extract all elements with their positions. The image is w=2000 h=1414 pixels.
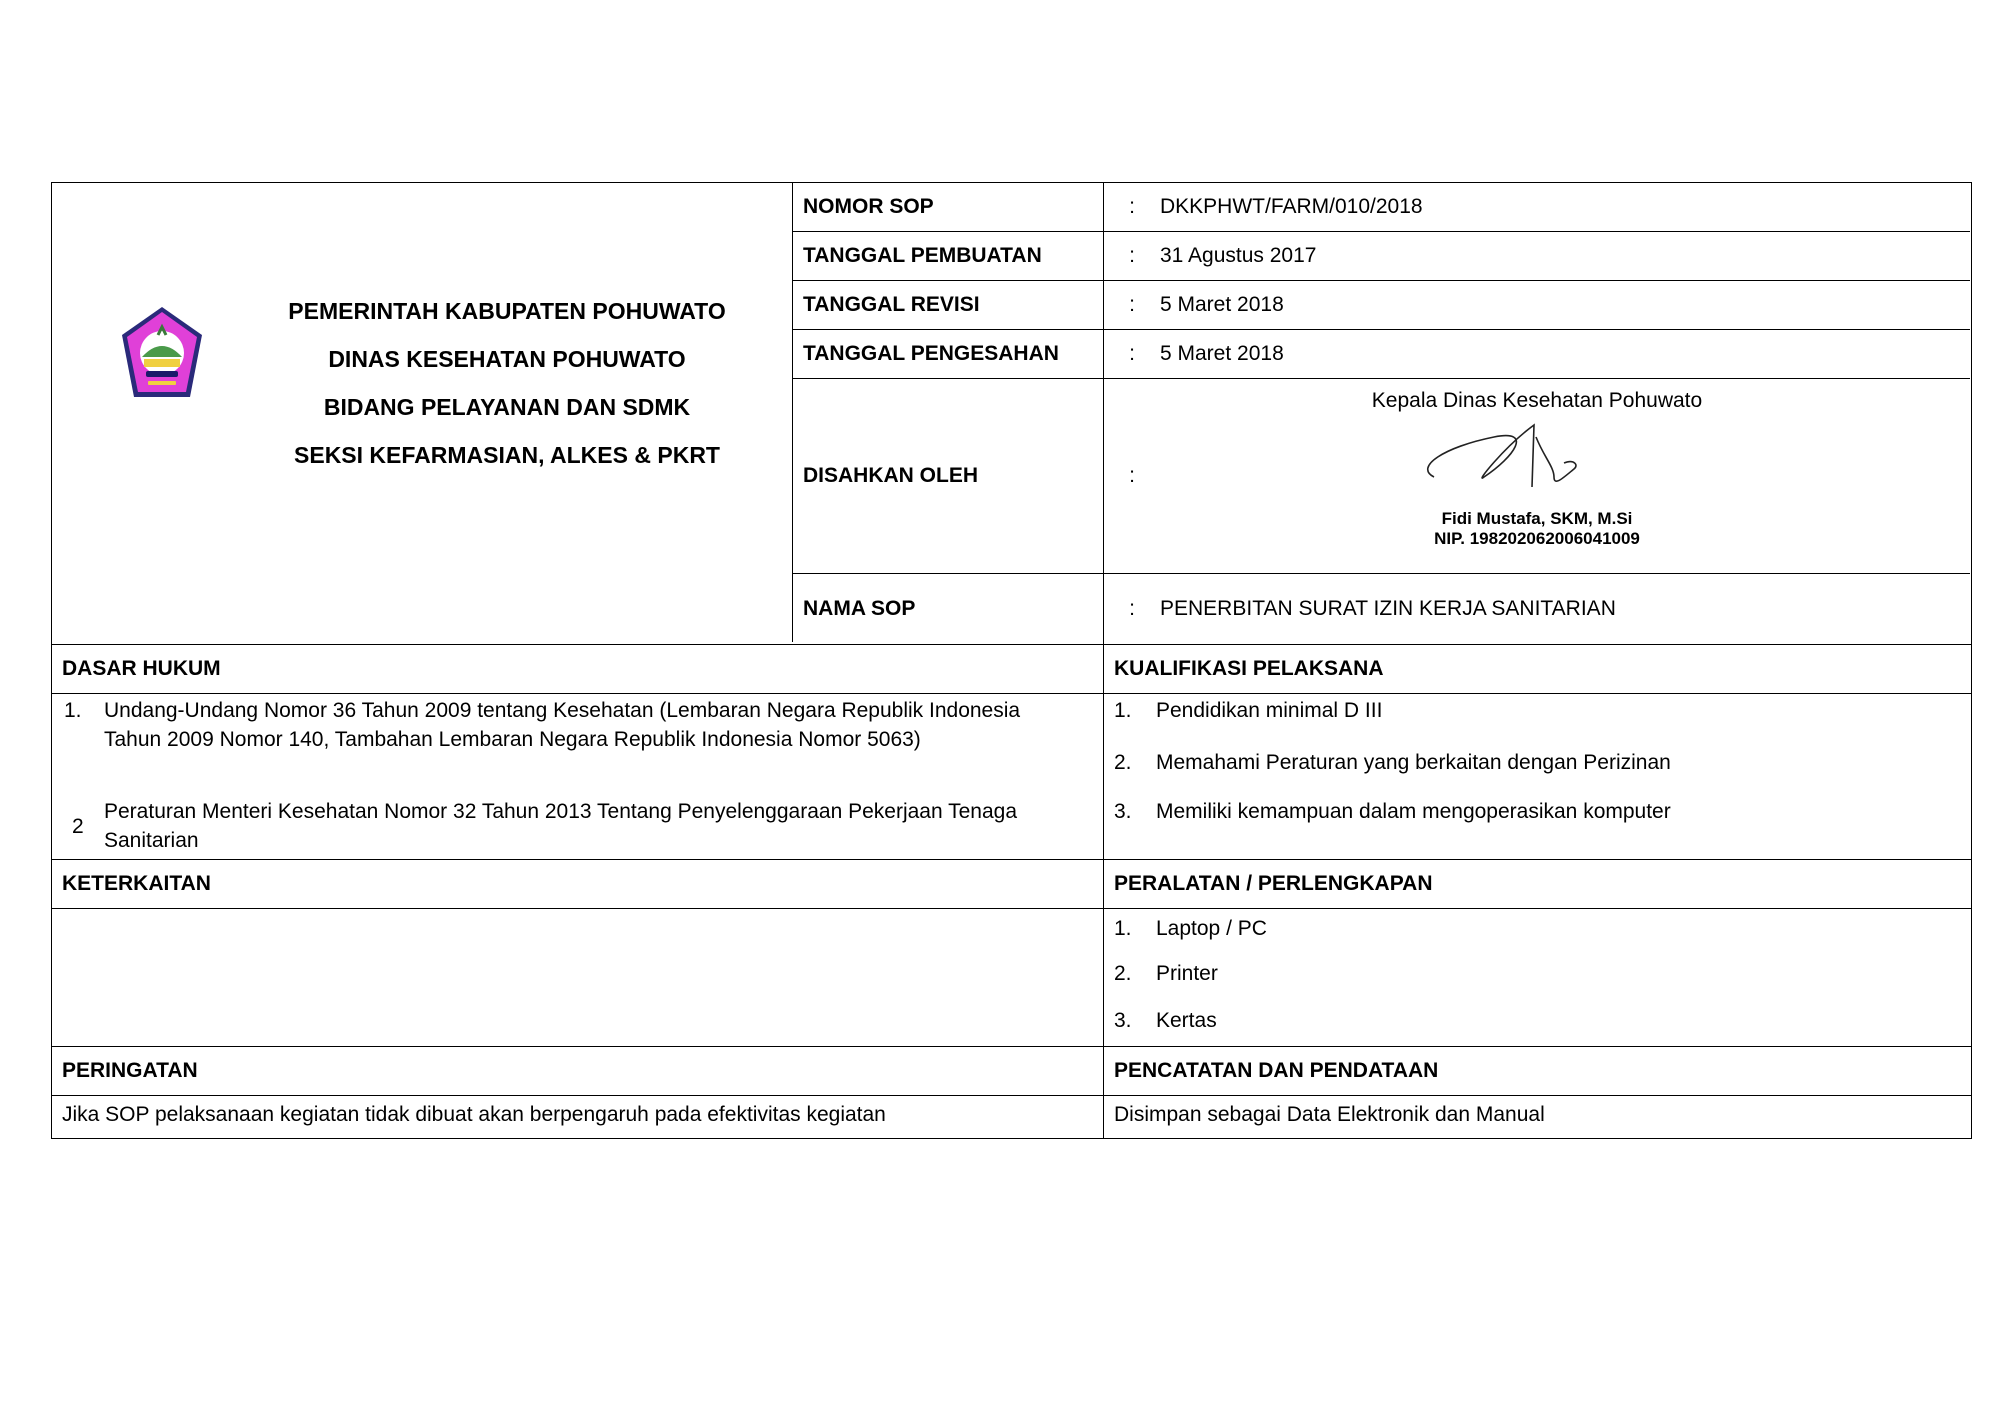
- list-number: 1.: [64, 699, 82, 722]
- section-heading-row-3: [52, 1046, 1971, 1095]
- agency-line-3: BIDANG PELAYANAN DAN SDMK: [323, 394, 691, 420]
- colon: :: [1129, 342, 1135, 365]
- agency-name-lines: [262, 287, 752, 479]
- list-text: Laptop / PC: [1156, 917, 1267, 940]
- meta-row-disahkan-oleh: [793, 378, 1970, 573]
- list-number: 1.: [1114, 699, 1132, 722]
- keterkaitan-heading: KETERKAITAN: [52, 860, 1104, 908]
- list-text: Memahami Peraturan yang berkaitan dengan Perizinan: [1156, 751, 1671, 774]
- nama-sop-label: NAMA SOP: [793, 574, 1104, 644]
- nomor-sop-value: DKKPHWT/FARM/010/2018: [1160, 195, 1423, 218]
- disahkan-oleh-label: DISAHKAN OLEH: [793, 379, 1104, 573]
- peringatan-heading: PERINGATAN: [52, 1047, 1104, 1095]
- dasar-hukum-item-2: [52, 797, 1093, 855]
- colon: :: [1129, 195, 1135, 218]
- sop-meta: [793, 183, 1970, 644]
- signature-block: [1104, 379, 1970, 573]
- nomor-sop-label: NOMOR SOP: [793, 183, 1104, 231]
- list-text-line: Sanitarian: [104, 829, 199, 852]
- peralatan-list: [1104, 909, 1971, 1046]
- tanggal-revisi-value: 5 Maret 2018: [1160, 293, 1284, 316]
- meta-row-tanggal-pengesahan: [793, 329, 1970, 378]
- pencatatan-text: Disimpan sebagai Data Elektronik dan Manual: [1114, 1103, 1545, 1126]
- sop-table: [51, 182, 1972, 1139]
- signatory-title: Kepala Dinas Kesehatan Pohuwato: [1371, 389, 1703, 412]
- peralatan-item-3: [1104, 1006, 1217, 1035]
- list-text: Memiliki kemampuan dalam mengoperasikan komputer: [1156, 800, 1671, 823]
- dasar-hukum-heading: DASAR HUKUM: [52, 645, 1104, 693]
- colon: :: [1129, 293, 1135, 316]
- dasar-hukum-item-1: [52, 696, 1093, 754]
- signatory-name: Fidi Mustafa, SKM, M.Si: [1441, 509, 1633, 528]
- regency-crest-icon: [118, 305, 206, 405]
- tanggal-pengesahan-value: 5 Maret 2018: [1160, 342, 1284, 365]
- list-number: 3.: [1114, 1009, 1132, 1032]
- meta-row-tanggal-pembuatan: [793, 231, 1970, 280]
- list-text: Pendidikan minimal D III: [1156, 699, 1383, 722]
- dasar-hukum-list: [52, 694, 1104, 859]
- kualifikasi-heading: KUALIFIKASI PELAKSANA: [1114, 657, 1384, 680]
- list-text: [104, 696, 1020, 754]
- colon: :: [1129, 244, 1135, 267]
- colon: :: [1129, 597, 1135, 620]
- section-body-row-1: [52, 693, 1971, 859]
- tanggal-revisi-label: TANGGAL REVISI: [793, 281, 1104, 329]
- handwritten-signature: [1404, 417, 1644, 497]
- pencatatan-heading: PENCATATAN DAN PENDATAAN: [1114, 1059, 1439, 1082]
- section-body-row-3: [52, 1095, 1971, 1138]
- list-number: 3.: [1114, 800, 1132, 823]
- meta-row-nama-sop: [793, 573, 1970, 644]
- colon: :: [1129, 464, 1135, 487]
- agency-block: [52, 183, 793, 642]
- peralatan-item-2: [1104, 959, 1218, 988]
- meta-row-tanggal-revisi: [793, 280, 1970, 329]
- peringatan-text: Jika SOP pelaksanaan kegiatan tidak dibuat akan berpengaruh pada efektivitas kegiatan: [52, 1096, 1104, 1138]
- list-text-line: Tahun 2009 Nomor 140, Tambahan Lembaran Negara Republik Indonesia Nomor 5063): [104, 728, 921, 751]
- list-text: Printer: [1156, 962, 1218, 985]
- meta-row-nomor-sop: [793, 183, 1970, 231]
- section-body-row-2: [52, 908, 1971, 1046]
- list-text-line: Peraturan Menteri Kesehatan Nomor 32 Tahun 2013 Tentang Penyelenggaraan Pekerjaan Tenaga: [104, 800, 1017, 823]
- list-number: 1.: [1114, 917, 1132, 940]
- tanggal-pembuatan-value: 31 Agustus 2017: [1160, 244, 1317, 267]
- kualifikasi-item-2: [1104, 748, 1671, 777]
- list-text: [104, 797, 1017, 855]
- keterkaitan-body: [52, 909, 1104, 1046]
- agency-line-4: SEKSI KEFARMASIAN, ALKES & PKRT: [294, 442, 720, 468]
- kualifikasi-list: [1104, 694, 1971, 859]
- list-text: Kertas: [1156, 1009, 1217, 1032]
- signatory-nip: NIP. 198202062006041009: [1434, 529, 1640, 548]
- agency-line-2: DINAS KESEHATAN POHUWATO: [328, 346, 686, 372]
- nama-sop-value: PENERBITAN SURAT IZIN KERJA SANITARIAN: [1160, 597, 1616, 620]
- kualifikasi-item-3: [1104, 797, 1671, 826]
- list-number: 2: [72, 815, 84, 838]
- section-heading-row-2: [52, 859, 1971, 908]
- tanggal-pembuatan-label: TANGGAL PEMBUATAN: [793, 232, 1104, 280]
- signatory-name-block: [1104, 509, 1970, 549]
- list-number: 2.: [1114, 962, 1132, 985]
- list-number: 2.: [1114, 751, 1132, 774]
- tanggal-pengesahan-label: TANGGAL PENGESAHAN: [793, 330, 1104, 378]
- kualifikasi-item-1: [1104, 696, 1382, 725]
- peralatan-heading: PERALATAN / PERLENGKAPAN: [1114, 872, 1433, 895]
- section-heading-row-1: [52, 644, 1971, 693]
- list-text-line: Undang-Undang Nomor 36 Tahun 2009 tentang Kesehatan (Lembaran Negara Republik Indonesia: [104, 699, 1021, 722]
- peralatan-item-1: [1104, 914, 1267, 943]
- agency-line-1: PEMERINTAH KABUPATEN POHUWATO: [288, 298, 726, 324]
- sop-header: [52, 183, 1971, 644]
